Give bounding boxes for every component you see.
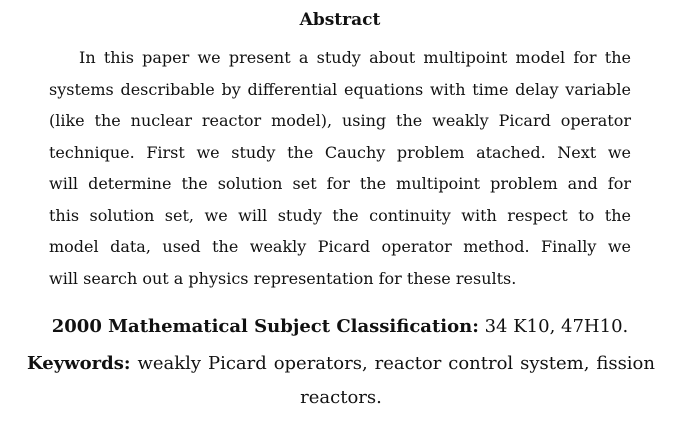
classification-label: 2000 Mathematical Subject Classification: <box>51 316 479 337</box>
keywords-text: weakly Picard operators, reactor control system, fission <box>137 353 655 374</box>
abstract-line: (like the nuclear reactor model), using the weakly Picard operator <box>49 111 631 130</box>
subject-classification <box>0 313 680 341</box>
keywords-line <box>27 347 655 381</box>
abstract-line: will search out a physics representation for these results. <box>49 268 517 288</box>
abstract-line: systems describable by differential equations with time delay variable <box>49 79 631 99</box>
keywords <box>27 347 655 415</box>
abstract-line: this solution set, we will study the continuity with respect to the <box>49 205 631 225</box>
abstract-body <box>49 42 631 294</box>
abstract-heading: Abstract <box>299 10 381 30</box>
classification-value: 34 K10, 47H10. <box>484 316 629 337</box>
abstract-line: will determine the solution set for the multipoint problem and for <box>49 174 631 193</box>
abstract-line: technique. First we study the Cauchy problem atached. Next we <box>49 142 631 162</box>
keywords-label: Keywords: <box>27 353 131 374</box>
abstract-line: In this paper we present a study about multipoint model for the <box>79 48 631 67</box>
abstract-line: model data, used the weakly Picard operator method. Finally we <box>49 237 631 256</box>
keywords-continuation: reactors. <box>300 387 382 408</box>
